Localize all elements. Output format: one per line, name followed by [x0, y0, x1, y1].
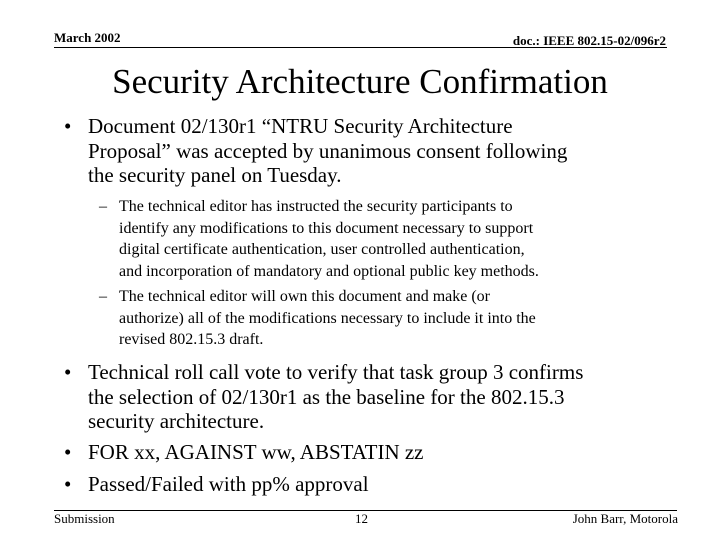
bullet-line: Proposal” was accepted by unanimous consent following	[88, 138, 568, 163]
bullet-line: The technical editor has instructed the security participants to	[119, 198, 513, 215]
footer-page-number: 12	[355, 511, 368, 526]
header-document-id: doc.: IEEE 802.15-02/096r2	[512, 33, 666, 48]
bullet-marker: •	[64, 440, 72, 464]
bullet-line: security architecture.	[88, 409, 265, 433]
bullet-line: digital certificate authentication, user controlled authentication,	[119, 241, 525, 258]
header-date: March 2002	[54, 30, 121, 45]
bullet-line: The technical editor will own this document and make (or	[119, 288, 490, 305]
bullet-line: authorize) all of the modifications necessary to include it into the	[119, 309, 536, 327]
bullet-line: Technical roll call vote to verify that task group 3 confirms	[88, 360, 584, 384]
slide-title: Security Architecture Confirmation	[112, 62, 608, 101]
bullet-marker: •	[64, 472, 72, 496]
sub-bullet-marker: –	[99, 198, 107, 215]
header-divider	[54, 47, 667, 48]
bullet-line: Document 02/130r1 “NTRU Security Architecture	[88, 114, 513, 138]
bullet-line: FOR xx, AGAINST ww, ABSTATIN zz	[88, 440, 424, 464]
sub-bullet-marker: –	[99, 288, 107, 305]
footer-submission: Submission	[54, 511, 115, 526]
bullet-line: the security panel on Tuesday.	[88, 163, 342, 187]
footer-author: John Barr, Motorola	[572, 511, 678, 526]
bullet-line: Passed/Failed with pp% approval	[88, 472, 369, 496]
bullet-marker: •	[64, 360, 72, 384]
bullet-line: the selection of 02/130r1 as the baseline for the 802.15.3	[88, 384, 565, 409]
bullet-line: identify any modifications to this document necessary to support	[119, 219, 534, 237]
bullet-line: revised 802.15.3 draft.	[119, 331, 264, 348]
bullet-marker: •	[64, 114, 72, 138]
bullet-line: and incorporation of mandatory and optional public key methods.	[119, 262, 539, 280]
